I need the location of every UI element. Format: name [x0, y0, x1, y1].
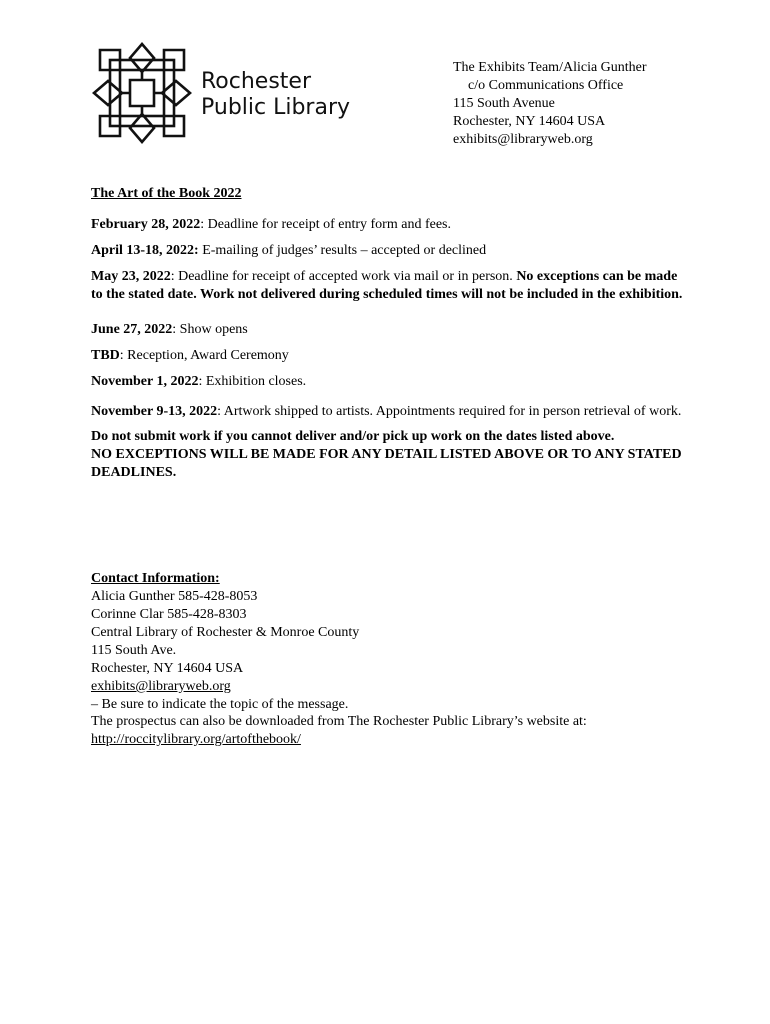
schedule-date: May 23, 2022 — [91, 269, 171, 284]
schedule-date: November 1, 2022 — [91, 374, 199, 389]
schedule-bold-note: No exceptions can be made to the stated date. Work not delivered during scheduled times will not be included in the exhibition. — [91, 269, 683, 302]
schedule-item — [91, 321, 691, 339]
prospectus-link[interactable]: http://roccitylibrary.org/artofthebook/ — [91, 732, 301, 747]
schedule-text: : Exhibition closes. — [198, 374, 307, 389]
address-line-4: Rochester, NY 14604 USA — [453, 114, 606, 129]
warning-line-1: Do not submit work if you cannot deliver and/or pick up work on the dates listed above. — [91, 429, 615, 444]
schedule-item — [91, 347, 691, 365]
schedule-text: : Reception, Award Ceremony — [119, 348, 289, 363]
return-address — [453, 59, 647, 149]
schedule-item — [91, 242, 691, 260]
contact-email-link[interactable]: exhibits@libraryweb.org — [91, 679, 231, 694]
address-line-1: The Exhibits Team/Alicia Gunther — [453, 60, 647, 75]
schedule-text: : Deadline for receipt of entry form and fees. — [200, 217, 451, 232]
contact-line: Central Library of Rochester & Monroe County — [91, 625, 360, 640]
schedule-text: E-mailing of judges’ results – accepted or declined — [198, 243, 487, 258]
contact-line: Rochester, NY 14604 USA — [91, 661, 244, 676]
document-title: The Art of the Book 2022 — [91, 186, 242, 201]
schedule-date: February 28, 2022 — [91, 217, 201, 232]
library-name-line2: Public Library — [201, 95, 351, 120]
contact-email-note: – Be sure to indicate the topic of the message. — [91, 697, 349, 712]
contact-heading: Contact Information: — [91, 571, 220, 586]
schedule-section — [91, 185, 691, 482]
prospectus-section — [91, 713, 731, 749]
warning-line-2: NO EXCEPTIONS WILL BE MADE FOR ANY DETAIL LISTED ABOVE OR TO ANY STATED DEADLINES. — [91, 447, 682, 480]
schedule-date: April 13-18, 2022: — [91, 243, 199, 258]
schedule-date: TBD — [91, 348, 120, 363]
library-emblem-icon — [90, 40, 194, 146]
address-email: exhibits@libraryweb.org — [453, 132, 593, 147]
schedule-date: June 27, 2022 — [91, 322, 173, 337]
library-logo — [90, 40, 380, 146]
library-name — [201, 69, 350, 121]
contact-email-line — [91, 678, 711, 714]
schedule-text: : Show opens — [172, 322, 248, 337]
schedule-item — [91, 399, 691, 425]
library-name-line1: Rochester — [201, 69, 311, 94]
prospectus-text: The prospectus can also be downloaded from The Rochester Public Library’s website at: — [91, 714, 587, 729]
contact-line: 115 South Ave. — [91, 643, 177, 658]
contact-section — [91, 570, 711, 714]
address-line-3: 115 South Avenue — [453, 96, 555, 111]
schedule-item — [91, 216, 691, 234]
address-line-2: c/o Communications Office — [468, 78, 624, 93]
schedule-item — [91, 268, 691, 304]
schedule-date: November 9-13, 2022 — [91, 404, 218, 419]
schedule-text: : Artwork shipped to artists. Appointments required for in person retrieval of work. — [217, 404, 682, 419]
schedule-item — [91, 373, 691, 391]
schedule-text: : Deadline for receipt of accepted work via mail or in person. — [170, 269, 517, 284]
contact-line: Corinne Clar 585-428-8303 — [91, 607, 247, 622]
contact-line: Alicia Gunther 585-428-8053 — [91, 589, 258, 604]
